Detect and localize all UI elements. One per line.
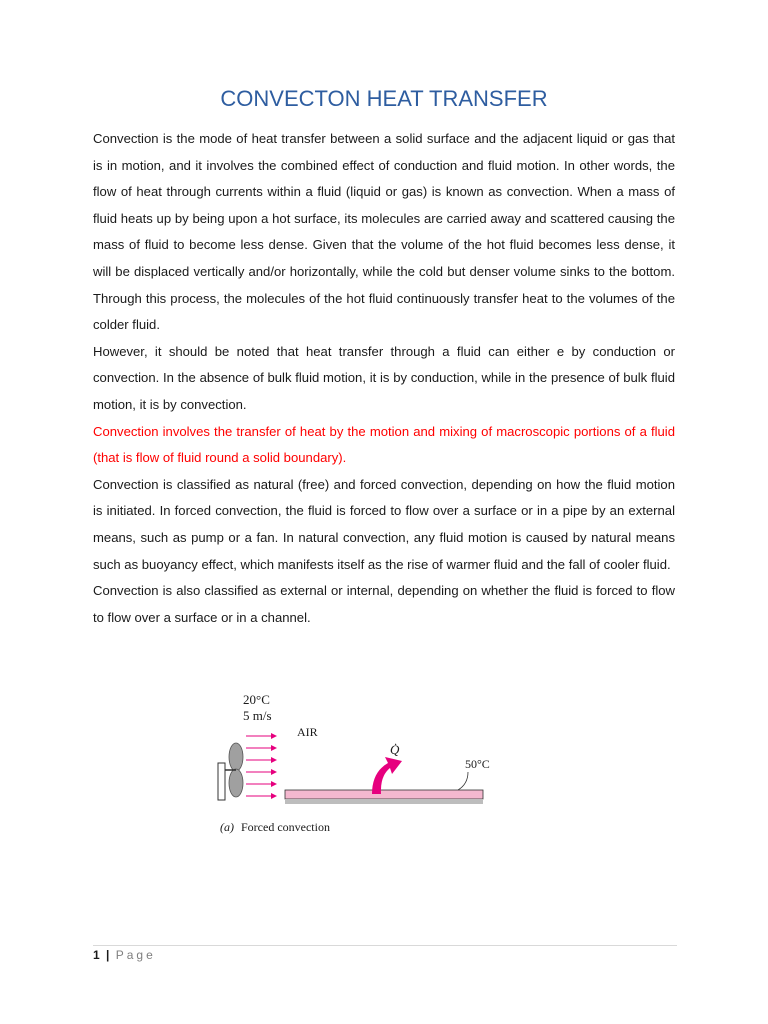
page-number: 1 xyxy=(93,948,100,962)
heat-flow-arrow-icon xyxy=(372,757,402,794)
body-text xyxy=(93,126,675,631)
paragraph-conduction-vs-convection: However, it should be noted that heat transfer through a fluid can either e by conduction or convection. In the absence of bulk fluid motion, it is by conduction, while in the presence of bulk fluid motion, it is by convection. xyxy=(93,343,675,412)
fan-icon xyxy=(218,743,243,800)
figure-caption xyxy=(220,820,330,834)
page-word: Page xyxy=(115,948,156,962)
figure-caption-text: Forced convection xyxy=(241,820,330,834)
paragraph-external-internal: Convection is also classified as external or internal, depending on whether the fluid is forced to flow to flow over a surface or in a channel. xyxy=(93,583,675,625)
forced-convection-figure xyxy=(210,686,510,836)
air-flow-arrows xyxy=(246,736,276,796)
page-title: CONVECTON HEAT TRANSFER xyxy=(220,86,548,111)
paragraph-convection-definition: Convection is the mode of heat transfer between a solid surface and the adjacent liquid or gas that is in motion, and it involves the combined effect of conduction and fluid motion. In other words, the flow of heat through currents within a fluid (liquid or gas) is known as convection. When a mass of fluid heats up by being upon a hot surface, its molecules are carried away and scattered causing the mass of fluid to become less dense. Given that the volume of the hot fluid becomes less dense, it will be displaced vertically and/or horizontally, while the cold but denser volume sinks to the bottom. Through this process, the molecules of the hot fluid continuously transfer heat to the volumes of the colder fluid. xyxy=(93,131,675,333)
paragraph-natural-forced: Convection is classified as natural (free) and forced convection, depending on how the fluid motion is initiated. In forced convection, the fluid is forced to flow over a surface or in a pipe by an external means, such as pump or a fan. In natural convection, any fluid motion is caused by natural means such as buoyancy effect, which manifests itself as the rise of warmer fluid and the fall of cooler fluid. xyxy=(93,476,675,572)
air-label: AIR xyxy=(297,725,318,739)
air-temperature-label: 20°C xyxy=(243,692,270,707)
heat-flow-label: Q̇ xyxy=(390,742,400,757)
footer-divider xyxy=(93,945,677,946)
surface-temperature-pointer xyxy=(458,772,468,790)
page-footer xyxy=(93,948,156,962)
figure-caption-letter: (a) xyxy=(220,820,234,834)
surface-temperature-label: 50°C xyxy=(465,757,490,771)
paragraph-highlighted-definition: Convection involves the transfer of heat by the motion and mixing of macroscopic portions of a fluid (that is flow of fluid round a solid boundary). xyxy=(93,423,675,466)
air-speed-label: 5 m/s xyxy=(243,708,272,723)
footer-separator: | xyxy=(106,948,110,962)
hot-plate xyxy=(285,790,483,804)
